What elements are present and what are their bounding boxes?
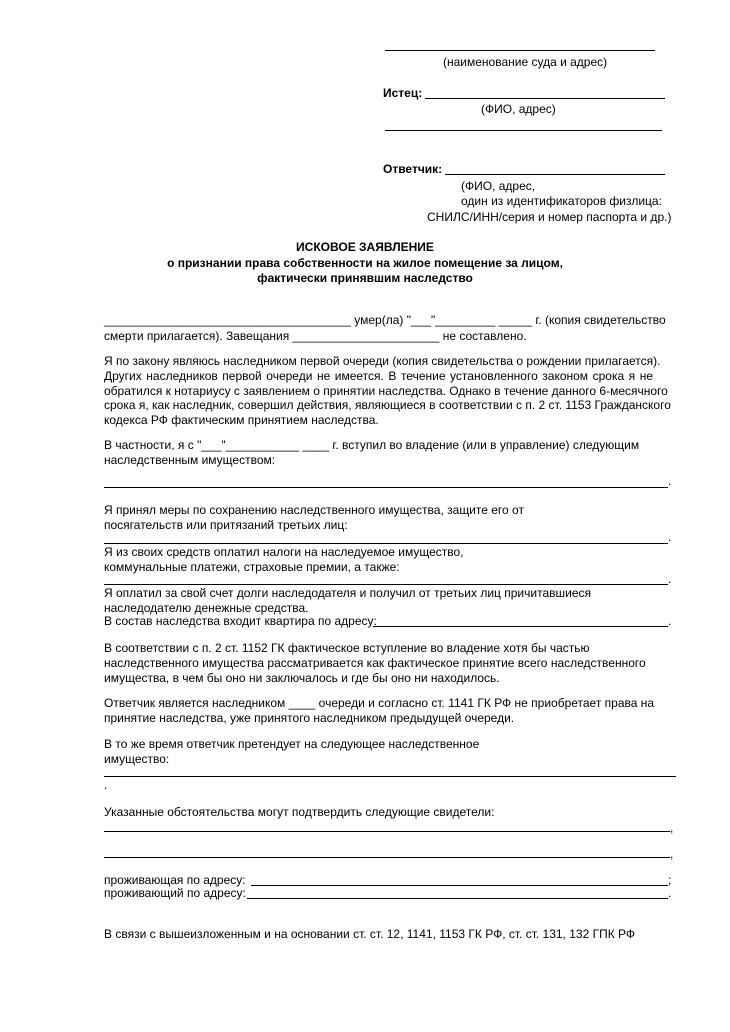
p6-line-3: В состав наследства входит квартира по адресу: — [104, 614, 377, 628]
document-subtitle-1: о признании права собственности на жилое помещение за лицом, — [167, 256, 563, 270]
p1-line-2: смерти прилагается). Завещания ______________________ не составлено. — [104, 329, 527, 343]
p3-fill-line — [104, 487, 668, 488]
defendant-caption-1: (ФИО, адрес, — [461, 179, 536, 193]
p6-line-1: Я оплатил за свой счет долги наследодателя и получил от третьих лиц причитавшиеся — [104, 586, 592, 600]
p7-line-1: В соответствии с п. 2 ст. 1152 ГК фактическое вступление во владение хотя бы частью — [104, 641, 590, 655]
witness-line-1 — [104, 831, 670, 832]
defendant-caption-2: один из идентификаторов физлица: — [461, 194, 662, 208]
p4-fill-line — [104, 543, 668, 544]
witness-2-address-line — [247, 898, 668, 899]
p7-line-2: наследственного имущества рассматривается как фактическое принятие всего наследственного — [104, 656, 646, 670]
p2-line-1: Я по закону являюсь наследником первой очереди (копия свидетельства о рождении прилагается). — [104, 354, 661, 368]
document-title: ИСКОВОЕ ЗАЯВЛЕНИЕ — [296, 240, 434, 254]
p3-line-2: наследственным имуществом: — [104, 453, 276, 467]
p9-line-2: имущество: — [104, 752, 170, 766]
p2-line-2: Других наследников первой очереди не имеется. В течение установленного законом срока я не — [104, 369, 653, 383]
p9-dot: . — [104, 778, 108, 792]
p3-line-1: В частности, я с "___"___________ ____ г. вступил во владение (или в управление) следующим — [104, 438, 640, 452]
p3-dot: . — [668, 474, 672, 488]
p9-fill-line — [104, 776, 676, 777]
court-line — [385, 50, 655, 51]
p5-line-2: коммунальные платежи, страховые премии, а также: — [104, 560, 400, 574]
p2-line-4: срока я, как наследник, совершил действия, являющиеся в соответствии с п. 2 ст. 1153 Гражданского — [104, 398, 671, 412]
p6-dot: . — [668, 614, 672, 628]
document-subtitle-2: фактически принявшим наследство — [257, 271, 473, 285]
witness-comma-2: , — [670, 847, 674, 861]
p8-line-1: Ответчик является наследником ____ очереди и согласно ст. 1141 ГК РФ не приобретает права на — [104, 696, 655, 710]
court-caption: (наименование суда и адрес) — [443, 55, 608, 69]
p7-line-3: имущества, в чем бы оно ни заключалось и где бы оно ни находилось. — [104, 671, 500, 685]
plaintiff-line-2 — [385, 130, 662, 131]
witness-1-semicolon: ; — [668, 873, 672, 887]
p5-line-1: Я из своих средств оплатил налоги на наследуемое имущество, — [104, 545, 464, 559]
p6-fill-line — [373, 626, 668, 627]
p6-line-2: наследодателю денежные средства. — [104, 601, 309, 615]
defendant-line — [445, 174, 665, 175]
witness-2-dot: . — [668, 886, 672, 900]
p10-line-1: Указанные обстоятельства могут подтвердить следующие свидетели: — [104, 805, 495, 819]
witness-line-2 — [104, 857, 670, 858]
defendant-label: Ответчик: — [383, 162, 443, 176]
p11-line-1: В связи с вышеизложенным и на основании ст. ст. 12, 1141, 1153 ГК РФ, ст. ст. 131, 132 ГПК РФ — [104, 927, 636, 941]
witness-1-address-label: проживающая по адресу: — [104, 873, 246, 887]
plaintiff-caption: (ФИО, адрес) — [481, 102, 556, 116]
p1-line-1: _____________________________________ умер(ла) "___"_________ _____ г. (копия свидетельство — [104, 313, 666, 327]
witness-1-address-line — [251, 885, 668, 886]
p4-line-2: посягательств или притязаний третьих лиц: — [104, 518, 348, 532]
p2-line-5: кодекса РФ фактическим принятием наследства. — [104, 413, 379, 427]
witness-comma-1: , — [670, 821, 674, 835]
p4-dot: . — [668, 530, 672, 544]
p5-fill-line — [104, 584, 668, 585]
p2-line-3: обратился к нотариусу с заявлением о принятии наследства. Однако в течение данного 6-месячного — [104, 384, 668, 398]
plaintiff-label: Истец: — [383, 86, 423, 100]
plaintiff-line — [425, 98, 665, 99]
p5-dot: . — [668, 572, 672, 586]
defendant-caption-3: СНИЛС/ИНН/серия и номер паспорта и др.) — [427, 210, 672, 224]
p8-line-2: принятие наследства, уже принятого наследником предыдущей очереди. — [104, 711, 515, 725]
witness-2-address-label: проживающий по адресу: — [104, 886, 246, 900]
p9-line-1: В то же время ответчик претендует на следующее наследственное — [104, 737, 480, 751]
p4-line-1: Я принял меры по сохранению наследственного имущества, защите его от — [104, 503, 524, 517]
